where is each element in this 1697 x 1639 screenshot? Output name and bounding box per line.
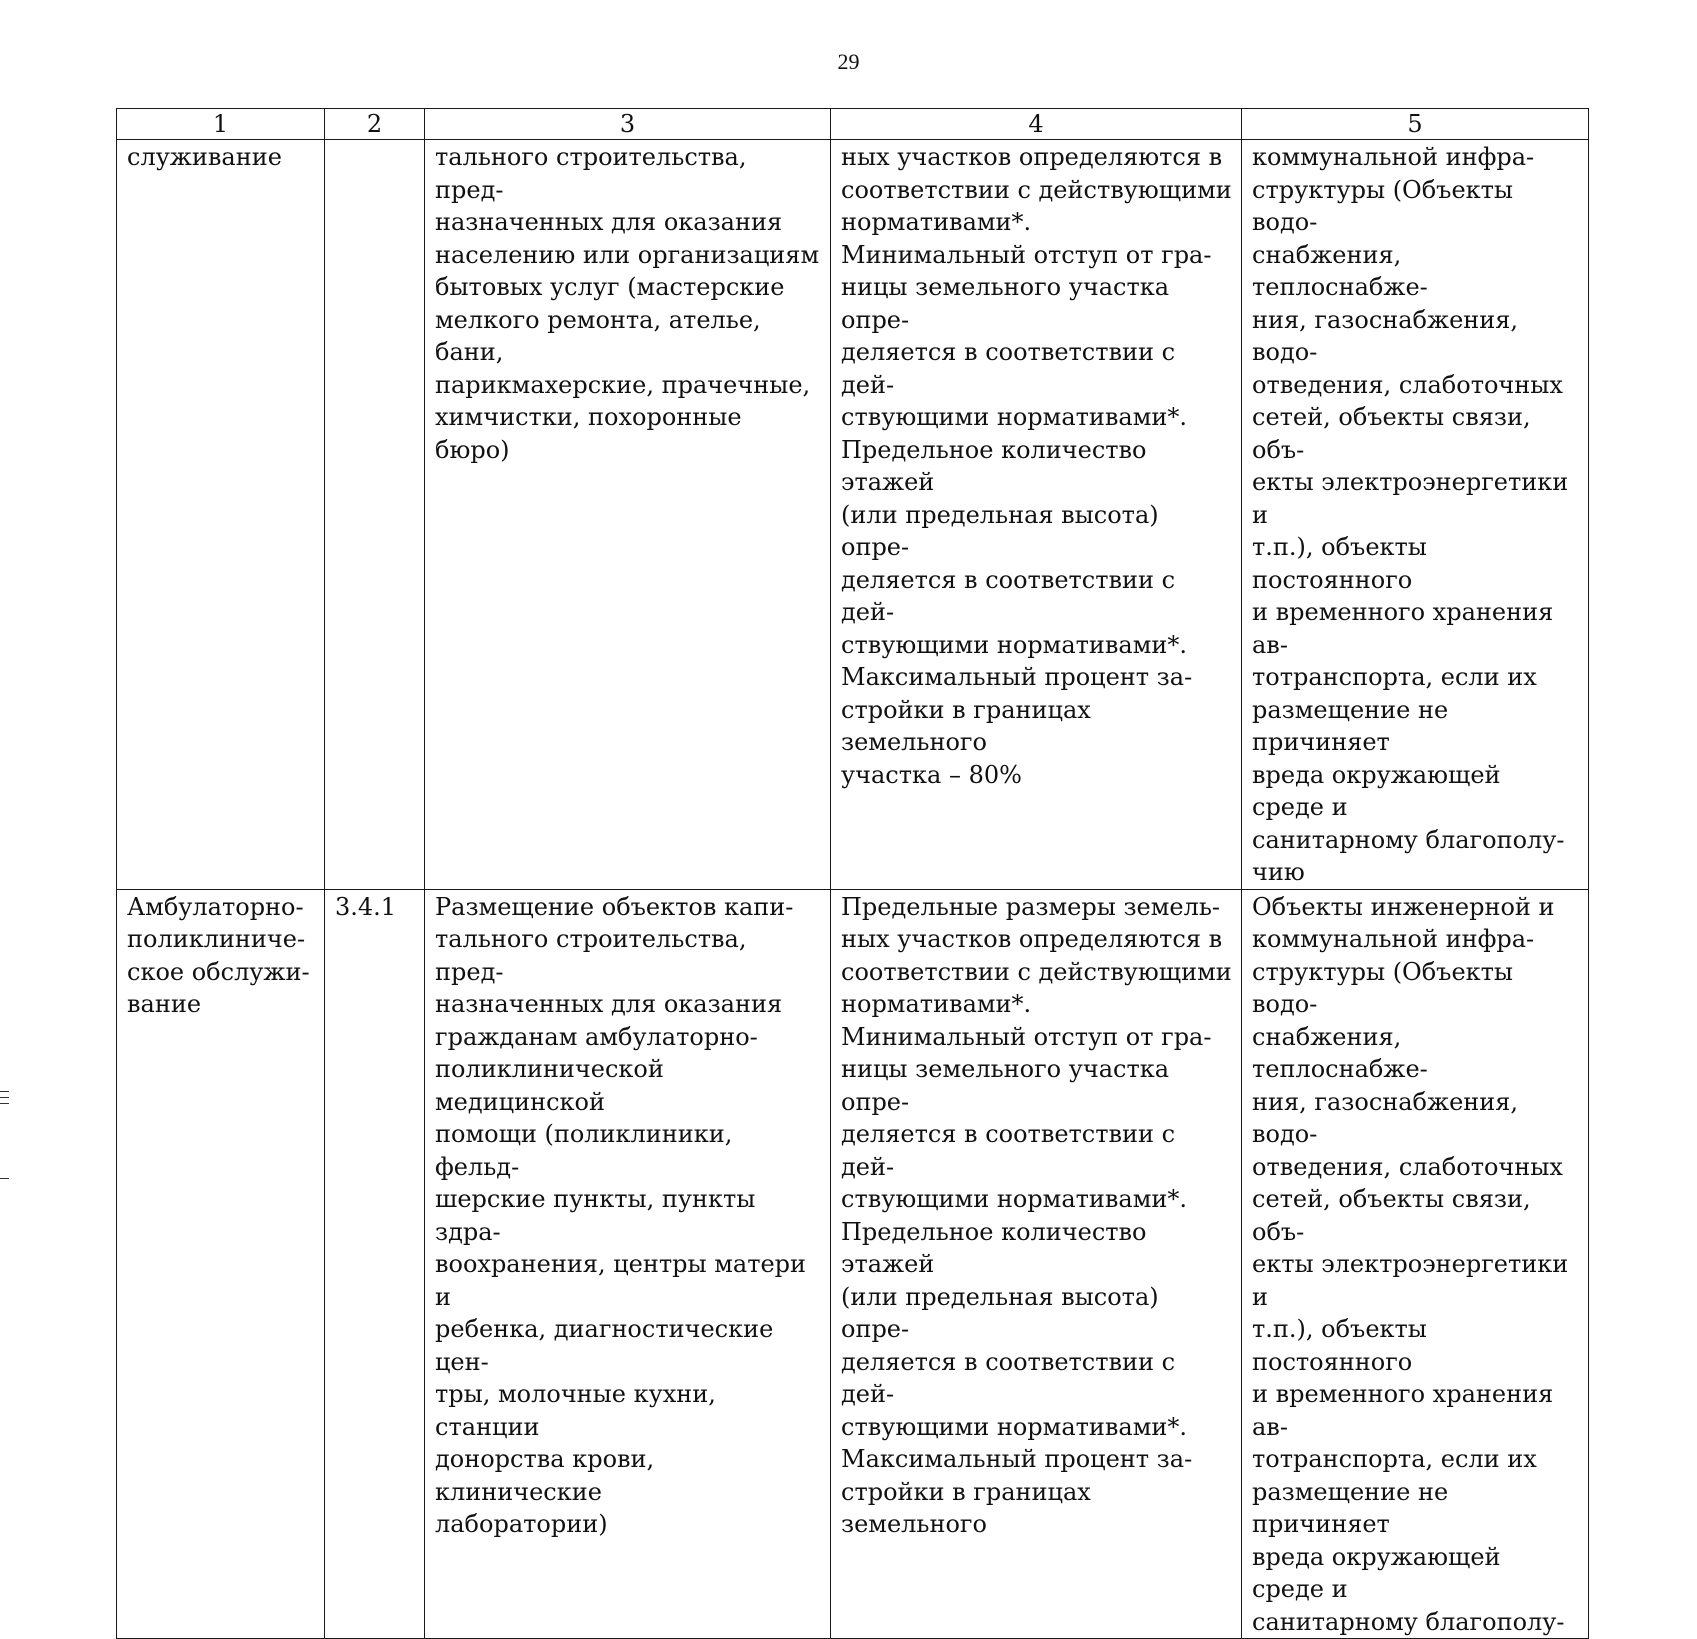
table-header-row <box>117 109 1589 140</box>
parameters-cell: ных участков определяются в соответствии с действующими нормативами*. Минимальный отступ от гра- ницы земельного участка опре- деляется в соответствии с дей- ствующими нормативами*. Предельное количество этажей (или предельная высота) опре- деляется в соответствии с дей- ствующими нормативами*. Максимальный процент за- стройки в границах земельного участка – 80% <box>831 140 1242 890</box>
table-row <box>117 140 1589 890</box>
column-header-3: 3 <box>425 109 831 140</box>
column-header-5: 5 <box>1242 109 1589 140</box>
use-type-name-cell: Амбулаторно- поликлиниче- ское обслужи- вание <box>117 889 325 1639</box>
use-type-name-cell: служивание <box>117 140 325 890</box>
scan-margin-mark <box>0 1097 9 1098</box>
page-number: 29 <box>837 49 860 74</box>
use-type-code-cell <box>325 140 425 890</box>
parameters-cell: Предельные размеры земель- ных участков определяются в соответствии с действующими нормативами*. Минимальный отступ от гра- ницы земельного участка опре- деляется в соответствии с дей- ствующими нормативами*. Предельное количество этажей (или предельная высота) опре- деляется в соответствии с дей- ствующими нормативами*. Максимальный процент за- стройки в границах земельного <box>831 889 1242 1639</box>
table-row <box>117 889 1589 1639</box>
column-header-4: 4 <box>831 109 1242 140</box>
use-description-cell: тального строительства, пред- назначенных для оказания населению или организациям бытовых услуг (мастерские мелкого ремонта, ателье, бани, парикмахерские, прачечные, химчистки, похоронные бюро) <box>425 140 831 890</box>
column-header-1: 1 <box>117 109 325 140</box>
scan-margin-mark <box>0 1178 9 1179</box>
scan-margin-mark <box>0 1103 9 1104</box>
use-description-cell: Размещение объектов капи- тального строительства, пред- назначенных для оказания гражданам амбулаторно- поликлинической медицинской помощи (поликлиники, фельд- шерские пункты, пункты здра- воохранения, центры матери и ребенка, диагностические цен- тры, молочные кухни, станции донорства крови, клинические лаборатории) <box>425 889 831 1639</box>
column-header-2: 2 <box>325 109 425 140</box>
use-type-code-cell: 3.4.1 <box>325 889 425 1639</box>
land-use-table <box>116 108 1589 1639</box>
auxiliary-uses-cell: коммунальной инфра- структуры (Объекты водо- снабжения, теплоснабже- ния, газоснабжения, водо- отведения, слаботочных сетей, объекты связи, объ- екты электроэнергетики и т.п.), объекты постоянного и временного хранения ав- тотранспорта, если их размещение не причиняет вреда окружающей среде и санитарному благополу- чию <box>1242 140 1589 890</box>
scan-margin-mark <box>0 1091 9 1092</box>
auxiliary-uses-cell: Объекты инженерной и коммунальной инфра- структуры (Объекты водо- снабжения, теплоснабже- ния, газоснабжения, водо- отведения, слаботочных сетей, объекты связи, объ- екты электроэнергетики и т.п.), объекты постоянного и временного хранения ав- тотранспорта, если их размещение не причиняет вреда окружающей среде и санитарному благополу- <box>1242 889 1589 1639</box>
